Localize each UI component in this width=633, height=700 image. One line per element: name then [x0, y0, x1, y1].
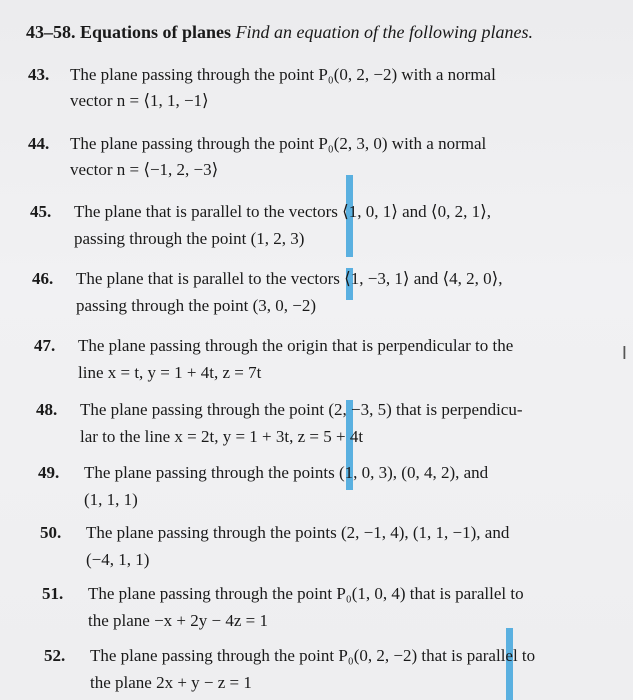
problem-number: 52.	[44, 646, 66, 665]
problem-text-cont: vector n = ⟨−1, 2, −3⟩	[70, 160, 219, 179]
problem-text: The plane that is parallel to the vectors ⟨1, 0, 1⟩ and ⟨0, 2, 1⟩,	[74, 202, 491, 221]
section-number: 43–58.	[26, 22, 76, 42]
problem-item	[44, 643, 630, 699]
problem-text: The plane passing through the point P₀(2, 3, 0) with a normal	[70, 134, 487, 153]
problem-number: 44.	[28, 134, 50, 153]
text-cursor-icon: I	[621, 343, 627, 364]
problem-text-cont: (1, 1, 1)	[84, 490, 138, 509]
problem-number: 47.	[34, 336, 56, 355]
problem-text-cont: passing through the point (1, 2, 3)	[74, 229, 305, 248]
problem-text: The plane passing through the point P₀(1, 0, 4) that is parallel to	[88, 584, 524, 603]
problem-text-cont: the plane −x + 2y − 4z = 1	[88, 611, 268, 630]
problem-number: 43.	[28, 65, 50, 84]
problem-number: 48.	[36, 400, 58, 419]
problem-number: 51.	[42, 584, 64, 603]
problem-text: The plane passing through the point P₀(0, 2, −2) with a normal	[70, 65, 496, 84]
section-title: Equations of planes	[80, 22, 232, 42]
problem-text-cont: lar to the line x = 2t, y = 1 + 3t, z = 5 + 4t	[80, 427, 364, 446]
problem-text-cont: vector n = ⟨1, 1, −1⟩	[70, 91, 209, 110]
problem-text: The plane passing through the points (1, 0, 3), (0, 4, 2), and	[84, 463, 489, 482]
problem-number: 49.	[38, 463, 60, 482]
problem-text-cont: passing through the point (3, 0, −2)	[76, 296, 317, 315]
problem-number: 46.	[32, 269, 54, 288]
problem-item	[40, 520, 630, 576]
problem-text-cont: (−4, 1, 1)	[86, 550, 150, 569]
problem-text: The plane passing through the point P₀(0, 2, −2) that is parallel to	[90, 646, 536, 665]
problem-item	[28, 131, 628, 187]
section-description: Find an equation of the following planes.	[235, 22, 534, 42]
problem-text-cont: the plane 2x + y − z = 1	[90, 673, 252, 692]
problem-item	[30, 199, 630, 255]
problem-item	[32, 266, 632, 322]
problem-text-cont: line x = t, y = 1 + 4t, z = 7t	[78, 363, 262, 382]
problem-text: The plane that is parallel to the vectors ⟨1, −3, 1⟩ and ⟨4, 2, 0⟩,	[76, 269, 503, 288]
problem-text: The plane passing through the origin that is perpendicular to the	[78, 336, 514, 355]
problem-number: 50.	[40, 523, 62, 542]
problem-item	[38, 460, 628, 516]
problem-item	[28, 62, 628, 118]
problem-item	[36, 397, 633, 453]
problem-text: The plane passing through the points (2, −1, 4), (1, 1, −1), and	[86, 523, 510, 542]
problem-number: 45.	[30, 202, 52, 221]
problem-text: The plane passing through the point (2, −3, 5) that is perpendicu-	[80, 400, 523, 419]
problem-item	[42, 581, 630, 637]
problem-item	[34, 333, 633, 389]
section-header	[26, 22, 533, 43]
